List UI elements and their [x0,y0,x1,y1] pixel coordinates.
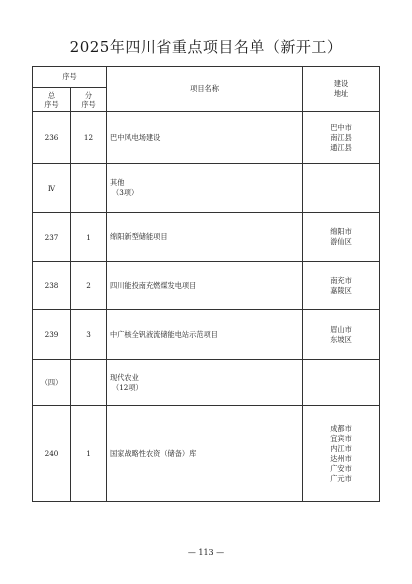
location-line: 内江市 [330,443,352,453]
table-row [33,406,380,502]
cell-total-seq: Ⅳ [33,164,71,213]
cell-project-name: 国家战略性农资（储备）库 [107,406,303,502]
location-line: 眉山市 [330,324,352,334]
cell-project-name: 四川能投南充燃煤发电项目 [107,262,303,310]
header-location [303,67,380,112]
cell-sub-seq: 12 [71,112,107,164]
cell-sub-seq [71,164,107,213]
table-row [33,213,380,262]
table-header-row [33,67,380,88]
location-line: 通江县 [330,142,352,152]
cell-project-name [107,360,303,406]
location-line: 宜宾市 [330,433,352,443]
cell-total-seq: 236 [33,112,71,164]
table-row [33,112,380,164]
location-line: 游仙区 [330,237,352,246]
cell-location [303,406,380,502]
location-line: 巴中市 [330,122,352,132]
location-line: 东坡区 [330,334,352,344]
cell-location [303,262,380,310]
table-row [33,262,380,310]
cell-sub-seq: 2 [71,262,107,310]
location-line: 南充市 [330,275,352,285]
page-title: 2025年四川省重点项目名单（新开工） [69,38,343,56]
cell-total-seq: 239 [33,310,71,360]
cell-location [303,360,380,406]
category-name: 其他 [110,178,125,187]
cell-location [303,164,380,213]
cell-sub-seq [71,360,107,406]
table-row-category [33,360,380,406]
location-line: 广安市 [330,463,352,473]
cell-location [303,213,380,262]
cell-location [303,112,380,164]
location-line: 成都市 [330,423,352,433]
category-count: （12项） [112,382,143,392]
location-line: 广元市 [330,473,352,483]
cell-sub-seq: 3 [71,310,107,360]
header-location-line2: 地址 [333,89,349,98]
cell-location [303,310,380,360]
header-project-name: 项目名称 [107,67,303,112]
cell-total-seq: 237 [33,213,71,262]
location-line: 绵阳市 [330,227,352,236]
header-total-seq: 总 序号 [33,88,71,112]
cell-project-name [107,164,303,213]
header-seq: 序号 [33,67,107,88]
cell-sub-seq: 1 [71,213,107,262]
page-number: — 113 — [187,548,225,557]
cell-total-seq: 240 [33,406,71,502]
category-count: （3项） [112,188,139,197]
cell-project-name: 中广核全钒液流储能电站示范项目 [107,310,303,360]
location-line: 嘉陵区 [330,285,352,295]
table-row [33,310,380,360]
location-line: 达州市 [330,453,352,463]
cell-sub-seq: 1 [71,406,107,502]
cell-total-seq: 238 [33,262,71,310]
header-location-line1: 建设 [333,79,349,88]
table-row-category [33,164,380,213]
cell-total-seq: （四） [33,360,71,406]
category-name: 现代农业 [110,372,139,382]
header-sub-seq: 分 序号 [71,88,107,112]
location-line: 南江县 [330,132,352,142]
cell-project-name: 巴中风电场建设 [107,112,303,164]
project-table [32,66,380,502]
cell-project-name: 绵阳新型储能项目 [107,213,303,262]
